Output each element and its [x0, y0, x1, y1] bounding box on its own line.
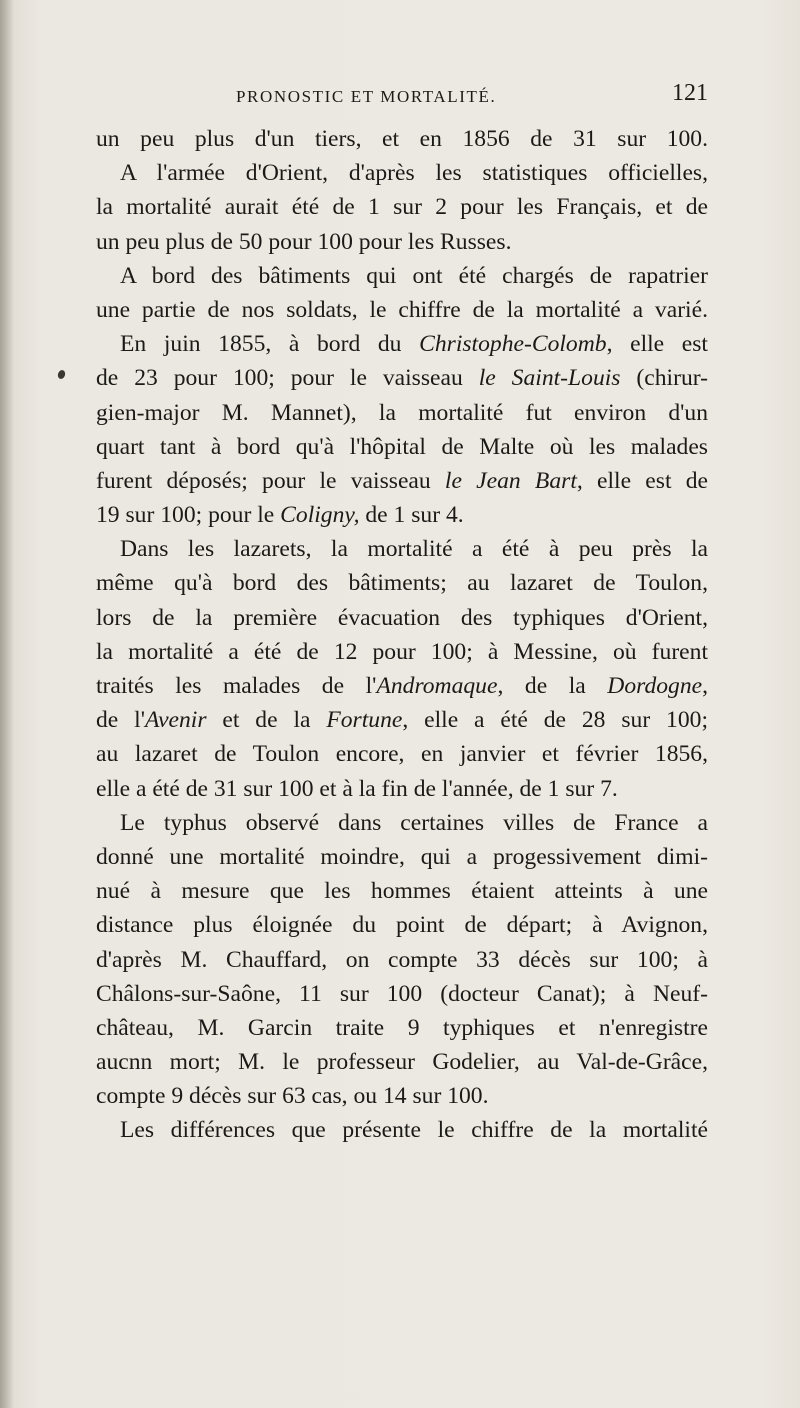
text-line: gien-major M. Mannet), la mortalité fut environ d'un	[96, 399, 708, 426]
page-number: 121	[672, 80, 708, 106]
text-line: 19 sur 100; pour le Coligny, de 1 sur 4.	[96, 502, 464, 529]
text-line: une partie de nos soldats, le chiffre de la mortalité a varié.	[96, 296, 708, 323]
text-line: A l'armée d'Orient, d'après les statistiques officielles,	[120, 160, 708, 187]
page-header	[96, 82, 708, 112]
text-line: la mortalité aurait été de 1 sur 2 pour les Français, et de	[96, 194, 708, 221]
running-title: PRONOSTIC ET MORTALITÉ.	[236, 87, 497, 106]
text-line: furent déposés; pour le vaisseau le Jean Bart, elle est de	[96, 467, 708, 494]
text-line: même qu'à bord des bâtiments; au lazaret de Toulon,	[96, 570, 708, 597]
text-line: la mortalité a été de 12 pour 100; à Messine, où furent	[96, 638, 708, 665]
text-line: En juin 1855, à bord du Christophe-Colomb, elle est	[120, 331, 708, 358]
text-line: lors de la première évacuation des typhiques d'Orient,	[96, 604, 708, 631]
binding-gutter-shadow	[0, 0, 14, 1408]
text-line: d'après M. Chauffard, on compte 33 décès sur 100; à	[96, 946, 708, 973]
text-line: elle a été de 31 sur 100 et à la fin de l'année, de 1 sur 7.	[96, 775, 618, 802]
text-line: A bord des bâtiments qui ont été chargés de rapatrier	[120, 262, 708, 289]
text-line: distance plus éloignée du point de départ; à Avignon,	[96, 912, 708, 939]
text-line: Châlons-sur-Saône, 11 sur 100 (docteur Canat); à Neuf-	[96, 980, 708, 1007]
text-line: un peu plus de 50 pour 100 pour les Russes.	[96, 228, 512, 255]
ink-spot	[57, 369, 67, 380]
text-line: traités les malades de l'Andromaque, de la Dordogne,	[96, 673, 709, 699]
body-text	[96, 122, 708, 1148]
text-line: château, M. Garcin traite 9 typhiques et n'enregistre	[96, 1014, 708, 1041]
text-line: quart tant à bord qu'à l'hôpital de Malte où les malades	[96, 433, 708, 460]
text-line: nué à mesure que les hommes étaient atteints à une	[96, 878, 708, 905]
text-line: donné une mortalité moindre, qui a progessivement dimi-	[96, 843, 708, 870]
text-line: Les différences que présente le chiffre de la mortalité	[120, 1117, 708, 1144]
text-line: au lazaret de Toulon encore, en janvier et février 1856,	[96, 741, 708, 768]
text-line: de l'Avenir et de la Fortune, elle a été de 28 sur 100;	[96, 707, 708, 734]
text-line: aucnn mort; M. le professeur Godelier, au Val-de-Grâce,	[96, 1049, 708, 1076]
text-line: Le typhus observé dans certaines villes de France a	[120, 809, 708, 836]
text-line: de 23 pour 100; pour le vaisseau le Saint-Louis (chirur-	[96, 365, 708, 392]
text-line: compte 9 décès sur 63 cas, ou 14 sur 100.	[96, 1083, 489, 1110]
text-line: un peu plus d'un tiers, et en 1856 de 31 sur 100.	[96, 126, 708, 152]
text-line: Dans les lazarets, la mortalité a été à peu près la	[120, 536, 708, 563]
